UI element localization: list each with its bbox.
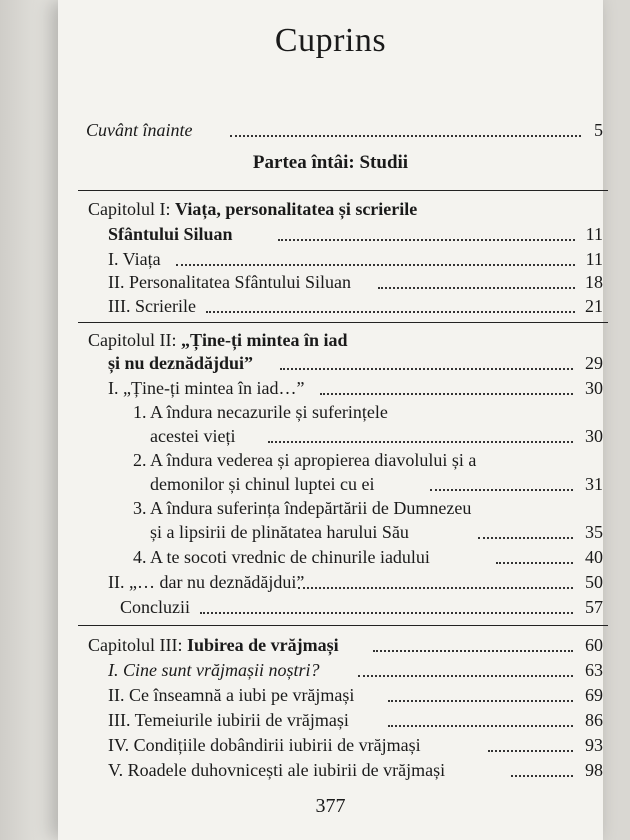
toc-page-number: 50	[585, 572, 603, 592]
toc-entry	[58, 595, 603, 619]
toc-page-number: 69	[585, 685, 603, 705]
toc-page-number: 31	[585, 474, 603, 494]
toc-page-number: 40	[585, 547, 603, 567]
toc-entry-label: 2. A îndura vederea și apropierea diavolului și a	[133, 450, 477, 470]
section-divider	[78, 190, 608, 191]
toc-subentry-line1	[58, 400, 603, 424]
toc-entry-label: I. „Ține-ți mintea în iad…”	[108, 378, 305, 398]
leader-dots	[298, 587, 573, 589]
toc-page-number: 29	[585, 353, 603, 373]
toc-entry-preface	[58, 118, 603, 142]
leader-dots	[511, 775, 573, 777]
leader-dots	[388, 725, 573, 727]
toc-entry-label-cont: acestei vieți	[150, 426, 236, 446]
toc-subentry-line2	[58, 520, 603, 544]
toc-chapter-1-line1	[58, 197, 603, 221]
toc-entry	[58, 294, 603, 318]
toc-chapter-3	[58, 633, 603, 657]
toc-page-number: 35	[585, 522, 603, 542]
section-divider	[78, 625, 608, 626]
toc-entry	[58, 733, 603, 757]
toc-entry	[58, 658, 603, 682]
toc-subentry-line1	[58, 496, 603, 520]
toc-entry	[58, 270, 603, 294]
toc-entry	[58, 683, 603, 707]
toc-entry-label: 4. A te socoti vrednic de chinurile iadului	[133, 547, 430, 567]
toc-entry-label: II. Personalitatea Sfântului Siluan	[108, 272, 351, 292]
book-page	[58, 0, 603, 840]
toc-page-number: 63	[585, 660, 603, 680]
leader-dots	[280, 368, 573, 370]
leader-dots	[373, 650, 573, 652]
leader-dots	[200, 612, 573, 614]
toc-page-number: 11	[585, 249, 603, 269]
leader-dots	[320, 393, 573, 395]
toc-page-number: 18	[585, 272, 603, 292]
toc-entry-label: III. Scrierile	[108, 296, 196, 316]
toc-entry-label: I. Cine sunt vrăjmașii noștri?	[108, 660, 320, 680]
leader-dots	[176, 264, 575, 266]
toc-page-number: 5	[594, 120, 603, 140]
chapter-title: Iubirea de vrăjmași	[186, 635, 339, 655]
chapter-title: Viața, personalitatea și scrierile	[175, 199, 418, 219]
leader-dots	[430, 489, 573, 491]
toc-page-number: 60	[585, 635, 603, 655]
toc-entry-label: Cuvânt înainte	[86, 120, 193, 140]
toc-chapter-2-line2	[58, 351, 603, 375]
leader-dots	[388, 700, 573, 702]
chapter-title-cont: Sfântului Siluan	[108, 224, 233, 244]
toc-entry-label: IV. Condițiile dobândirii iubirii de vrăjmași	[108, 735, 421, 755]
chapter-prefix: Capitolul II:	[88, 330, 181, 350]
toc-chapter-2-line1	[58, 328, 603, 352]
toc-page-number: 98	[585, 760, 603, 780]
toc-entry-label: 1. A îndura necazurile și suferințele	[133, 402, 388, 422]
section-divider	[78, 322, 608, 323]
toc-page-number: 57	[585, 597, 603, 617]
toc-subentry-line1	[58, 448, 603, 472]
toc-entry-label: V. Roadele duhovnicești ale iubirii de vrăjmași	[108, 760, 446, 780]
leader-dots	[206, 311, 575, 313]
toc-entry-label: II. Ce înseamnă a iubi pe vrăjmași	[108, 685, 355, 705]
toc-page-number: 11	[585, 224, 603, 244]
leader-dots	[268, 441, 573, 443]
chapter-prefix: Capitolul I:	[88, 199, 175, 219]
toc-entry-label-cont: demonilor și chinul luptei cu ei	[150, 474, 375, 494]
part-heading: Partea întâi: Studii	[252, 152, 409, 173]
leader-dots	[488, 750, 573, 752]
leader-dots	[278, 239, 575, 241]
toc-chapter-1-line2	[58, 222, 603, 246]
toc-page-number: 86	[585, 710, 603, 730]
toc-page-number: 30	[585, 426, 603, 446]
toc-page-number: 30	[585, 378, 603, 398]
page-number: 377	[315, 795, 346, 817]
toc-page-number: 21	[585, 296, 603, 316]
toc-entry	[58, 758, 603, 782]
toc-entry-label: III. Temeiurile iubirii de vrăjmași	[108, 710, 349, 730]
toc-entry-label: Concluzii	[120, 597, 190, 617]
toc-entry-label: 3. A îndura suferința îndepărtării de Dumnezeu	[133, 498, 472, 518]
leader-dots	[358, 675, 573, 677]
toc-entry-label: II. „… dar nu deznădăjdui”	[108, 572, 305, 592]
page-title: Cuprins	[274, 22, 387, 59]
toc-entry	[58, 545, 603, 569]
toc-entry-label: I. Viața	[108, 249, 161, 269]
chapter-title: „Ține-ți mintea în iad	[181, 330, 348, 350]
toc-subentry-line2	[58, 424, 603, 448]
previous-page-edge	[0, 0, 60, 840]
toc-entry	[58, 376, 603, 400]
toc-page-number: 93	[585, 735, 603, 755]
toc-entry	[58, 570, 603, 594]
leader-dots	[496, 562, 573, 564]
leader-dots	[230, 135, 581, 137]
toc-entry-label-cont: și a lipsirii de plinătatea harului Său	[150, 522, 409, 542]
toc-entry	[58, 708, 603, 732]
leader-dots	[478, 537, 573, 539]
chapter-prefix: Capitolul III:	[88, 635, 187, 655]
leader-dots	[378, 287, 575, 289]
chapter-title-cont: și nu deznădăjdui”	[108, 353, 254, 373]
toc-entry	[58, 247, 603, 271]
toc-subentry-line2	[58, 472, 603, 496]
